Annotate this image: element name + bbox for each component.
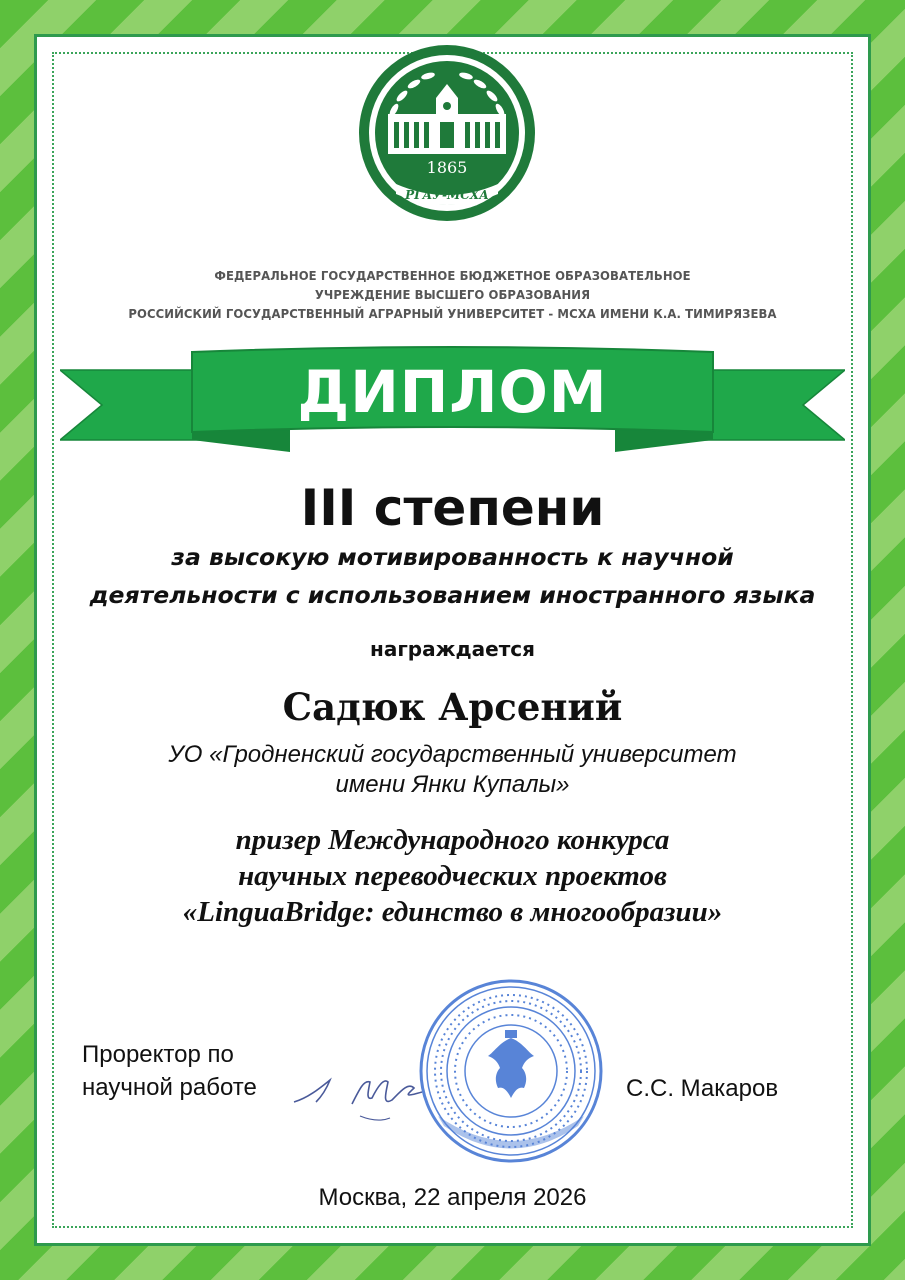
diploma-title: ДИПЛОМ (297, 358, 608, 426)
affiliation-line-2: имени Янки Купалы» (335, 771, 570, 798)
organization-line-2: УЧРЕЖДЕНИЕ ВЫСШЕГО ОБРАЗОВАНИЯ (314, 287, 591, 302)
recipient-affiliation (60, 740, 845, 800)
recipient-name: Садюк Арсений (282, 685, 623, 729)
university-logo (358, 44, 536, 222)
organization-header (87, 266, 817, 323)
signatory-position-line-1: Проректор по (82, 1041, 234, 1068)
logo-year: 1865 (426, 158, 468, 177)
awarded-label: награждается (370, 637, 535, 661)
prize-description (40, 822, 865, 930)
signature-image (290, 1058, 440, 1138)
award-reason (40, 538, 865, 614)
signatory-position-line-2: научной работе (82, 1074, 257, 1101)
prize-line-1: призер Международного конкурса (235, 824, 670, 856)
award-reason-line-2: деятельности с использованием иностранного языка (89, 581, 816, 609)
affiliation-line-1: УО «Гродненский государственный университет (168, 741, 737, 768)
prize-line-2: научных переводческих проектов (238, 860, 667, 892)
place-and-date: Москва, 22 апреля 2026 (318, 1184, 587, 1211)
logo-caption: РГАУ-МСХА (405, 188, 489, 202)
signer-name: С.С. Макаров (626, 1075, 779, 1102)
prize-line-3: «LinguaBridge: единство в многообразии» (182, 896, 723, 928)
degree-label: III степени (300, 479, 605, 537)
organization-line-1: ФЕДЕРАЛЬНОЕ ГОСУДАРСТВЕННОЕ БЮДЖЕТНОЕ ОБРАЗОВАТЕЛЬНОЕ (214, 268, 691, 283)
organization-line-3: РОССИЙСКИЙ ГОСУДАРСТВЕННЫЙ АГРАРНЫЙ УНИВЕРСИТЕТ - МСХА ИМЕНИ К.А. ТИМИРЯЗЕВА (128, 306, 777, 321)
award-reason-line-1: за высокую мотивированность к научной (171, 543, 734, 571)
signatory-position (82, 1038, 302, 1104)
